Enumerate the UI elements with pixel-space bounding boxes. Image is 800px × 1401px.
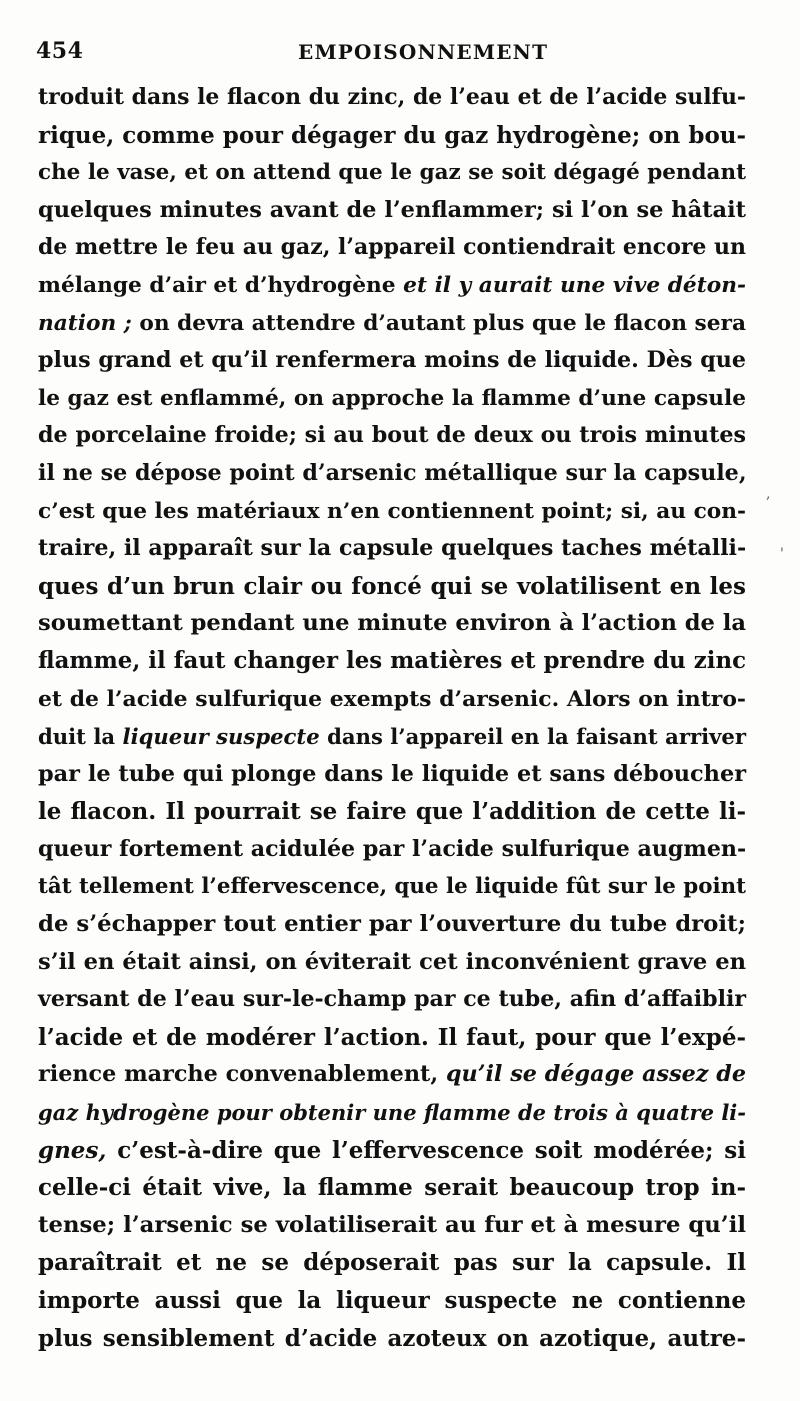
text-line	[38, 1094, 746, 1132]
text-line	[38, 493, 746, 531]
text-segment: flamme, il faut changer les matières et prendre du zinc	[38, 647, 746, 674]
text-line	[38, 981, 746, 1019]
text-line	[38, 1320, 746, 1358]
text-segment: plus grand et qu’il renfermera moins de liquide. Dès que	[38, 347, 746, 374]
page-header	[36, 38, 746, 72]
text-line	[38, 117, 746, 155]
italic-text-segment: gnes,	[38, 1136, 107, 1164]
text-line	[38, 1282, 746, 1320]
text-line	[38, 1169, 746, 1207]
text-segment: c’est que les matériaux n’en contiennent point; si, au con-	[38, 498, 746, 524]
text-line	[38, 79, 746, 117]
text-segment: versant de l’eau sur-le-champ par ce tube, afin d’affaiblir	[38, 986, 746, 1013]
text-line	[38, 1207, 746, 1245]
text-line	[38, 305, 746, 343]
text-segment: c’est-à-dire que l’effervescence soit modérée; si	[106, 1136, 746, 1164]
text-line	[38, 1132, 746, 1170]
italic-text-segment: liqueur suspecte	[122, 724, 320, 750]
text-segment: rique, comme pour dégager du gaz hydrogène; on bou-	[38, 121, 746, 149]
text-segment: de mettre le feu au gaz, l’appareil contiendrait encore un	[38, 234, 746, 261]
text-segment: ques d’un brun clair ou foncé qui se volatilisent en les	[38, 572, 746, 600]
italic-text-segment: nation ;	[38, 310, 132, 336]
text-line	[38, 868, 746, 906]
text-segment: et de l’acide sulfurique exempts d’arsenic. Alors on intro-	[38, 685, 746, 712]
text-segment: queur fortement acidulée par l’acide sulfurique augmen-	[38, 835, 747, 862]
text-segment: che le vase, et on attend que le gaz se soit dégagé pendant	[38, 160, 746, 186]
page-number: 454	[36, 38, 84, 64]
text-segment: l’acide et de modérer l’action. Il faut, pour que l’expé-	[38, 1023, 746, 1051]
text-line	[38, 455, 746, 493]
text-segment: celle-ci était vive, la flamme serait beaucoup trop in-	[38, 1174, 746, 1202]
text-segment: tense; l’arsenic se volatiliserait au fur et à mesure qu’il	[38, 1211, 746, 1238]
text-segment: dans l’appareil en la faisant arriver	[319, 724, 746, 750]
text-segment: le gaz est enflammé, on approche la flamme d’une capsule	[38, 385, 746, 411]
text-line	[38, 906, 746, 944]
text-line	[38, 831, 746, 869]
text-line	[38, 568, 746, 606]
text-segment: on devra attendre d’autant plus que le flacon sera	[131, 310, 746, 336]
running-head: EMPOISONNEMENT	[298, 40, 549, 64]
text-segment: troduit dans le flacon du zinc, de l’eau et de l’acide sulfu-	[38, 84, 746, 110]
text-line	[38, 944, 746, 982]
text-line	[38, 380, 746, 418]
text-line	[38, 342, 746, 380]
text-line	[38, 154, 746, 192]
text-line	[38, 417, 746, 455]
text-line	[38, 1056, 746, 1094]
text-segment: soumettant pendant une minute environ à l’action de la	[38, 610, 746, 637]
italic-text-segment: qu’il se dégage assez de	[445, 1061, 747, 1088]
text-segment: il ne se dépose point d’arsenic métallique sur la capsule,	[38, 459, 747, 486]
text-segment: importe aussi que la liqueur suspecte ne contienne	[38, 1287, 746, 1314]
text-segment: le flacon. Il pourrait se faire que l’addition de cette li-	[38, 798, 746, 826]
text-segment: plus sensiblement d’acide azoteux on azotique, autre-	[38, 1324, 746, 1352]
text-segment: rience marche convenablement,	[38, 1061, 446, 1088]
text-segment: de s’échapper tout entier par l’ouverture du tube droit;	[38, 911, 746, 938]
text-line	[38, 756, 746, 794]
text-line	[38, 643, 746, 681]
text-segment: quelques minutes avant de l’enflammer; si l’on se hâtait	[38, 196, 746, 223]
margin-mark: ,	[766, 486, 771, 502]
body-text	[38, 79, 746, 1357]
text-line	[38, 681, 746, 719]
text-line	[38, 192, 746, 230]
text-segment: duit la	[38, 724, 123, 750]
text-line	[38, 718, 746, 756]
text-line	[38, 1244, 746, 1282]
text-segment: tât tellement l’effervescence, que le liquide fût sur le point	[38, 874, 746, 900]
text-line	[38, 530, 746, 568]
margin-mark: '	[780, 546, 784, 562]
text-segment: mélange d’air et d’hydrogène	[38, 272, 404, 298]
text-segment: s’il en était ainsi, on éviterait cet inconvénient grave en	[38, 948, 746, 975]
text-segment: de porcelaine froide; si au bout de deux ou trois minutes	[38, 422, 746, 449]
text-segment: paraîtrait et ne se déposerait pas sur la capsule. Il	[38, 1249, 746, 1277]
text-line	[38, 229, 746, 267]
text-segment: par le tube qui plonge dans le liquide et sans déboucher	[38, 760, 746, 787]
text-line	[38, 793, 746, 831]
text-line	[38, 605, 746, 643]
text-line	[38, 267, 746, 305]
text-line	[38, 1019, 746, 1057]
italic-text-segment: et il y aurait une vive déton-	[403, 272, 746, 298]
text-segment: traire, il apparaît sur la capsule quelques taches métalli-	[38, 535, 747, 562]
italic-text-segment: gaz hydrogène pour obtenir une flamme de trois à quatre li-	[38, 1100, 746, 1126]
